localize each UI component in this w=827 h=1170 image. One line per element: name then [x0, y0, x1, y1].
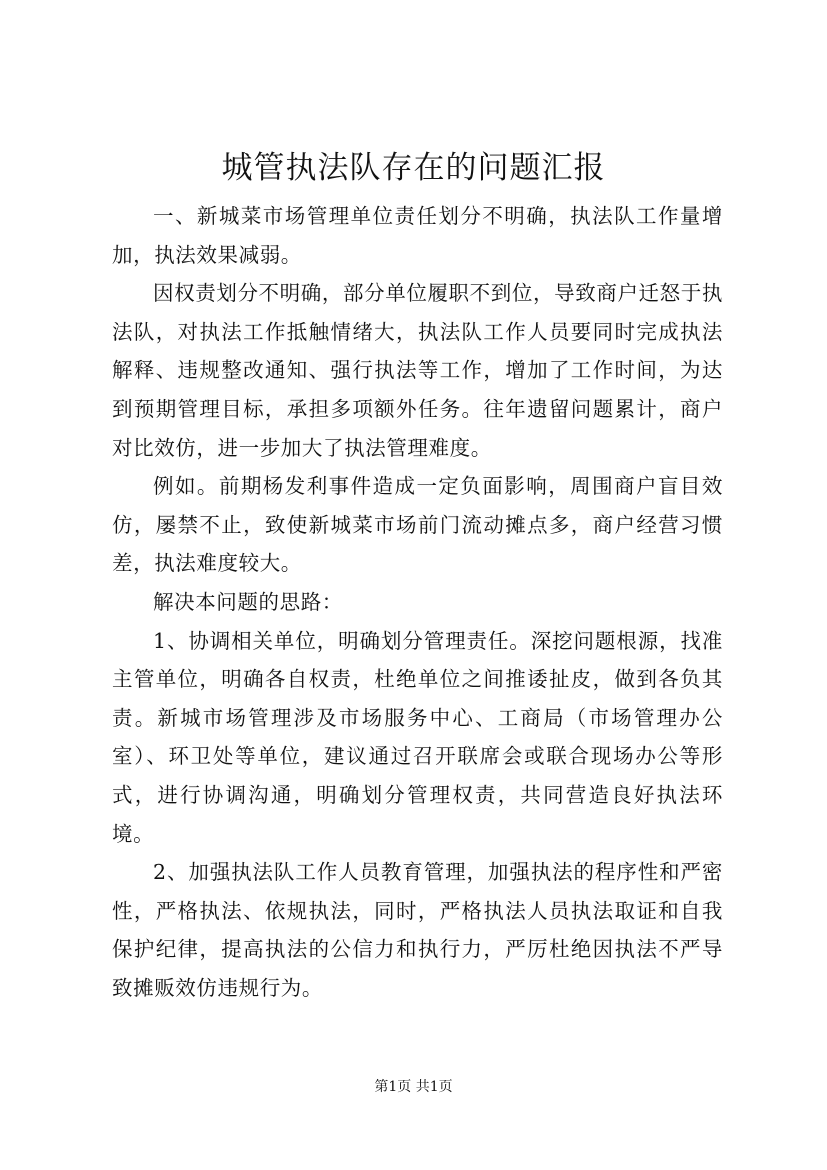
document-title: 城管执法队存在的问题汇报	[221, 150, 606, 186]
document-body	[112, 197, 723, 1007]
page-footer: 第1页 共1页	[374, 1079, 453, 1095]
paragraph-6: 2、加强执法队工作人员教育管理，加强执法的程序性和严密性，严格执法、依规执法，同时，严格执法人员执法取证和自我保护纪律，提高执法的公信力和执行力，严厉杜绝因执法不严导致摊贩效仿违规行为。	[112, 860, 723, 1000]
paragraph-5: 1、协调相关单位，明确划分管理责任。深挖问题根源，找准主管单位，明确各自权责，杜绝单位之间推诿扯皮，做到各负其责。新城市场管理涉及市场服务中心、工商局（市场管理办公室）、环卫处等单位，建议通过召开联席会或联合现场办公等形式，进行协调沟通，明确划分管理权责，共同营造良好执法环境。	[112, 628, 723, 846]
paragraph-3: 例如。前期杨发利事件造成一定负面影响，周围商户盲目效仿，屡禁不止，致使新城菜市场前门流动摊点多，商户经营习惯差，执法难度较大。	[112, 474, 723, 576]
paragraph-1: 一、新城菜市场管理单位责任划分不明确，执法队工作量增加，执法效果减弱。	[112, 204, 723, 267]
paragraph-4: 解决本问题的思路：	[153, 589, 343, 614]
paragraph-2: 因权责划分不明确，部分单位履职不到位，导致商户迁怒于执法队，对执法工作抵触情绪大，执法队工作人员要同时完成执法解释、违规整改通知、强行执法等工作，增加了工作时间，为达到预期管理目标，承担多项额外任务。往年遗留问题累计，商户对比效仿，进一步加大了执法管理难度。	[112, 281, 723, 460]
